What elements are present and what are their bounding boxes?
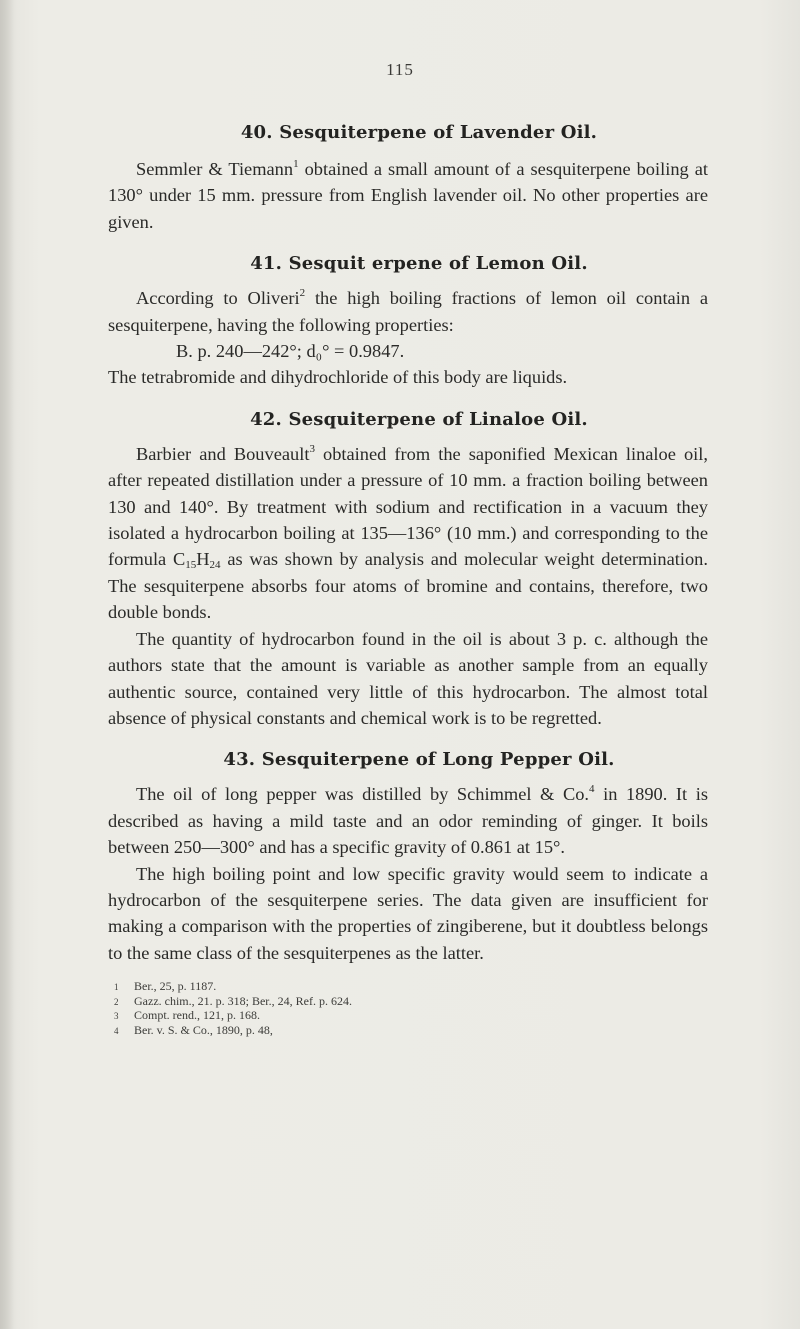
lemon-oil-properties: B. p. 240—242°; d₀° = 0.9847. — [176, 341, 405, 362]
footnote-ref-4: 4 — [589, 783, 595, 796]
section-heading-43: 43. Sesquiterpene of Long Pepper Oil. — [223, 749, 615, 771]
paragraph-long-pepper-analysis: The high boiling point and low specific gravity would seem to indicate a hydrocarbon of the sesquiterpene series. The data given are insufficient for making a comparison with the properties of zingiberene, but it doubtless belongs to the same class of the sesquiterpenes as the latter. — [108, 863, 708, 963]
section-heading-40: 40. Sesquiterpene of Lavender Oil. — [240, 122, 598, 143]
footnote-number: 4 — [114, 1025, 119, 1036]
footnote-2 — [114, 995, 708, 1010]
footnote-3 — [114, 1009, 708, 1024]
page-gutter-shadow — [0, 0, 14, 1329]
footnote-number: 3 — [114, 1011, 119, 1022]
text-run: in 1890. It is described as having a mild taste and an odor reminding of ginger. It boils between 250—300° and has a specific gravity of 0.861 at 15°. — [108, 784, 709, 858]
text-run: obtained a small amount of a sesquiterpene boiling at 130° under 15 mm. pressure from English lavender oil. No other properties are given. — [108, 159, 708, 232]
text-run: Barbier and Bouveault — [136, 443, 310, 464]
footnote-number: 1 — [114, 982, 119, 993]
paragraph-linaloe-quantity: The quantity of hydrocarbon found in the oil is about 3 p. c. although the authors state that the amount is variable as another sample from an equally authentic source, contained very little of this hydrocarbon. The almost total absence of physical constants and chemical work is to be regretted. — [108, 628, 708, 728]
footnote-text: Ber. v. S. & Co., 1890, p. 48, — [134, 1022, 273, 1037]
text-run: obtained from the saponified Mexican linaloe oil, after repeated distillation under a pressure of 10 mm. a fraction boiling between 130 and 140°. By treatment with sodium and rectification in a vacuum they isolated a hydrocarbon boiling at 135—136° (10 mm.) and corresponding to the formula C — [108, 443, 708, 570]
paragraph-long-pepper-oil — [108, 781, 708, 860]
text-run: The oil of long pepper was distilled by Schimmel & Co. — [136, 784, 590, 805]
footnote-text: Gazz. chim., 21. p. 318; Ber., 24, Ref. p. 624. — [134, 993, 352, 1008]
footnote-text: Compt. rend., 121, p. 168. — [134, 1008, 260, 1023]
footnote-number: 2 — [114, 996, 119, 1007]
section-heading-42: 42. Sesquiterpene of Linaloe Oil. — [250, 408, 588, 430]
paragraph-linaloe-oil — [108, 441, 708, 626]
footnote-ref-1: 1 — [293, 158, 299, 170]
text-run: as was shown by analysis and molecular weight determination. The sesquiterpene absorbs four atoms of bromine and contains, therefore, two double bonds. — [108, 549, 708, 623]
formula-subscript: 24 — [209, 559, 221, 572]
text-run: Semmler & Tiemann — [136, 159, 294, 179]
paragraph-lemon-oil — [108, 285, 708, 338]
formula-element: H — [196, 549, 210, 570]
footnote-ref-3: 3 — [309, 442, 315, 455]
formula-subscript: 15 — [185, 559, 197, 572]
page-body — [108, 120, 708, 1038]
paragraph-lemon-oil-derivatives: The tetrabromide and dihydrochloride of this body are liquids. — [108, 367, 568, 388]
footnote-ref-2: 2 — [299, 287, 306, 300]
footnote-4 — [114, 1024, 708, 1039]
footnote-1 — [114, 980, 708, 995]
text-run: According to Oliveri — [136, 288, 300, 309]
text-run: the high boiling fractions of lemon oil contain a sesquiterpene, having the following properties: — [108, 288, 708, 335]
page-number: 115 — [386, 60, 414, 79]
section-heading-41: 41. Sesquit erpene of Lemon Oil. — [250, 253, 588, 275]
footnote-text: Ber., 25, p. 1187. — [134, 979, 217, 994]
paragraph-lavender-oil — [108, 156, 708, 235]
footnotes — [108, 980, 708, 1038]
